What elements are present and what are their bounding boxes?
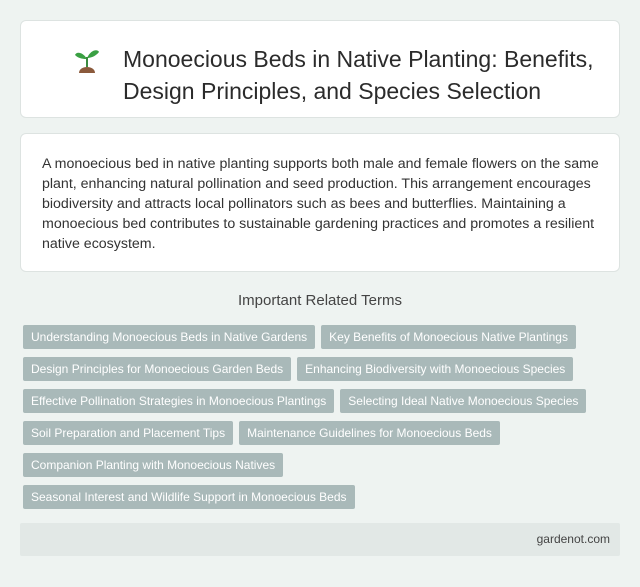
term-tag[interactable]: Design Principles for Monoecious Garden Beds xyxy=(23,357,291,381)
description-text: A monoecious bed in native planting supports both male and female flowers on the same plant, enhancing natural pollination and seed production. This arrangement encourages biodiversity and attracts local pollinators such as bees and butterflies. Maintaining a monoecious bed contributes to sustainable gardening practices and promotes a resilient native ecosystem. xyxy=(42,156,599,252)
term-row xyxy=(23,325,623,349)
term-tag[interactable]: Soil Preparation and Placement Tips xyxy=(23,421,233,445)
term-tag[interactable]: Key Benefits of Monoecious Native Plantings xyxy=(321,325,576,349)
sprout-icon xyxy=(73,45,101,77)
term-tag[interactable]: Companion Planting with Monoecious Natives xyxy=(23,453,283,477)
term-row xyxy=(23,485,623,509)
page-title: Monoecious Beds in Native Planting: Benefits, Design Principles, and Species Selection xyxy=(123,46,594,104)
footer xyxy=(20,523,620,556)
term-row xyxy=(23,389,623,413)
related-terms-heading: Important Related Terms xyxy=(238,292,402,309)
term-tag[interactable]: Understanding Monoecious Beds in Native Gardens xyxy=(23,325,315,349)
footer-site-link[interactable]: gardenot.com xyxy=(536,532,610,546)
term-row xyxy=(23,421,623,445)
term-row xyxy=(23,453,623,477)
term-tag[interactable]: Seasonal Interest and Wildlife Support in Monoecious Beds xyxy=(23,485,355,509)
title-card xyxy=(20,20,620,118)
related-terms-list xyxy=(23,325,623,517)
term-tag[interactable]: Enhancing Biodiversity with Monoecious Species xyxy=(297,357,573,381)
description-card xyxy=(20,133,620,272)
term-tag[interactable]: Maintenance Guidelines for Monoecious Beds xyxy=(239,421,500,445)
term-tag[interactable]: Selecting Ideal Native Monoecious Species xyxy=(340,389,586,413)
term-tag[interactable]: Effective Pollination Strategies in Monoecious Plantings xyxy=(23,389,334,413)
term-row xyxy=(23,357,623,381)
